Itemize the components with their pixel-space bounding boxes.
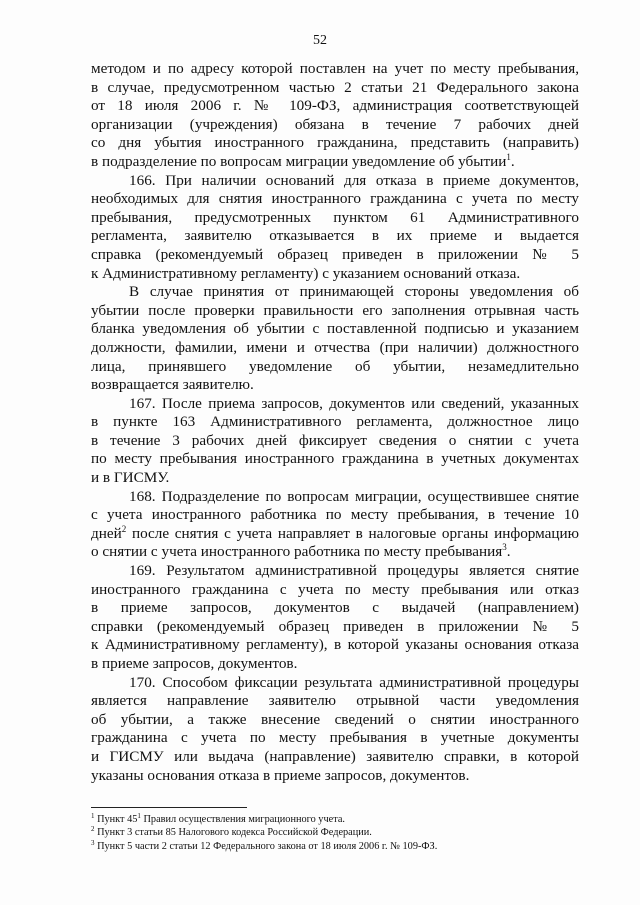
paragraph-169: [91, 562, 579, 674]
text-line: указаны основания отказа в приеме запросов, документов.: [91, 766, 470, 784]
footnote-number: 2: [91, 825, 95, 834]
paragraph-continuation: [91, 60, 579, 172]
text-fragment: .: [506, 543, 511, 561]
text-line: убытии после проверки правильности его заполнения отрывная часть: [91, 301, 579, 319]
text-line: об убытии, а также внесение сведений о снятии иностранного: [91, 710, 579, 728]
text-line: в течение 3 рабочих дней фиксирует сведения о снятии с учета: [91, 431, 579, 449]
text-line: должности, фамилии, имени и отчества (при наличии) должностного: [91, 338, 579, 356]
footnote-2: [91, 826, 579, 839]
text-fragment: в подразделение по вопросам миграции уведомление об убытии: [91, 152, 507, 170]
footnote-text: Пункт 3 статьи 85 Налогового кодекса Российской Федерации.: [94, 827, 372, 839]
paragraph-notification-return: [91, 283, 579, 395]
text-line: [91, 525, 579, 544]
footnote-number: 1: [91, 812, 95, 820]
paragraph-168: [91, 488, 579, 562]
text-line: 168. Подразделение по вопросам миграции, осуществившее снятие: [129, 487, 579, 505]
text-line: гражданина с учета по месту пребывания в учетные документы: [91, 729, 579, 747]
text-line: [91, 543, 579, 562]
text-line: в случае, предусмотренном частью 2 статьи 21 Федерального закона: [91, 78, 579, 96]
footnote-number: 3: [91, 838, 95, 847]
text-line: со дня убытия иностранного гражданина, представить (направить): [91, 134, 579, 152]
text-line: по месту пребывания иностранного гражданина в учетных документах: [91, 450, 579, 468]
document-body: [91, 60, 579, 785]
footnote-text: Пункт 5 части 2 статьи 12 Федерального закона от 18 июля 2006 г. № 109-ФЗ.: [94, 840, 438, 852]
text-line: возвращается заявителю.: [91, 376, 254, 394]
footnote-1: [91, 813, 579, 826]
text-line: иностранного гражданина с учета по месту пребывания или отказ: [91, 580, 579, 598]
text-line: бланка уведомления об убытии с поставленной подписью и указанием: [91, 320, 579, 338]
footnote-ref: 1: [506, 151, 511, 162]
text-line: 166. При наличии оснований для отказа в приеме документов,: [129, 171, 579, 189]
footnote-divider: [91, 807, 247, 808]
text-line: В случае принятия от принимающей стороны уведомления об: [129, 283, 579, 301]
text-line: справки (рекомендуемый образец приведен в приложении № 5: [91, 617, 579, 635]
text-line: и ГИСМУ или выдача (направление) заявителю справки, в которой: [91, 747, 579, 765]
text-fragment: дней: [91, 524, 122, 542]
footnote-text: Правил осуществления миграционного учета.: [140, 814, 345, 825]
text-line: в пункте 163 Административного регламента, должностное лицо: [91, 413, 579, 431]
footnote-ref: 3: [502, 542, 507, 553]
text-line: 167. После приема запросов, документов или сведений, указанных: [129, 394, 579, 412]
text-line: регламента, заявителю отказывается в их приеме и выдается: [91, 227, 579, 245]
paragraph-170: [91, 674, 579, 786]
text-line: 170. Способом фиксации результата административной процедуры: [129, 673, 579, 691]
text-fragment: о снятии с учета иностранного работника по месту пребывания: [91, 543, 503, 561]
paragraph-166: [91, 172, 579, 284]
text-line: методом и по адресу которой поставлен на учет по месту пребывания,: [91, 60, 579, 77]
text-line: от 18 июля 2006 г. № 109-ФЗ, администрация соответствующей: [91, 97, 579, 115]
text-line: является направление заявителю отрывной части уведомления: [91, 692, 579, 710]
footnotes: [91, 813, 579, 853]
footnote-ref: 2: [121, 523, 127, 534]
text-line: в приеме запросов, документов.: [91, 655, 298, 672]
footnote-3: [91, 840, 579, 853]
footnote-sup: 1: [137, 812, 141, 820]
text-line: [91, 153, 579, 172]
text-line: лица, принявшего уведомление об убытии, незамедлительно: [91, 357, 579, 375]
text-line: с учета иностранного работника по месту пребывания, в течение 10: [91, 506, 579, 524]
text-line: 169. Результатом административной процедуры является снятие: [129, 562, 579, 580]
text-line: к Административному регламенту), в которой указаны основания отказа: [91, 636, 579, 654]
footnote-text: Пункт 45: [94, 814, 138, 825]
text-line: необходимых для снятия иностранного гражданина с учета по месту: [91, 190, 579, 208]
text-line: и в ГИСМУ.: [91, 469, 170, 487]
text-line: справка (рекомендуемый образец приведен в приложении № 5: [91, 245, 579, 263]
text-line: в приеме запросов, документов с выдачей (направлением): [91, 599, 579, 617]
text-line: пребывания, предусмотренных пунктом 61 Административного: [91, 208, 579, 226]
text-fragment: .: [510, 152, 515, 170]
text-line: организации (учреждения) обязана в течение 7 рабочих дней: [91, 115, 579, 133]
text-line: к Административному регламенту) с указанием оснований отказа.: [91, 264, 521, 282]
page-number: 52: [313, 33, 327, 48]
paragraph-167: [91, 395, 579, 488]
text-fragment: после снятия с учета направляет в налоговые органы информацию: [126, 524, 579, 542]
